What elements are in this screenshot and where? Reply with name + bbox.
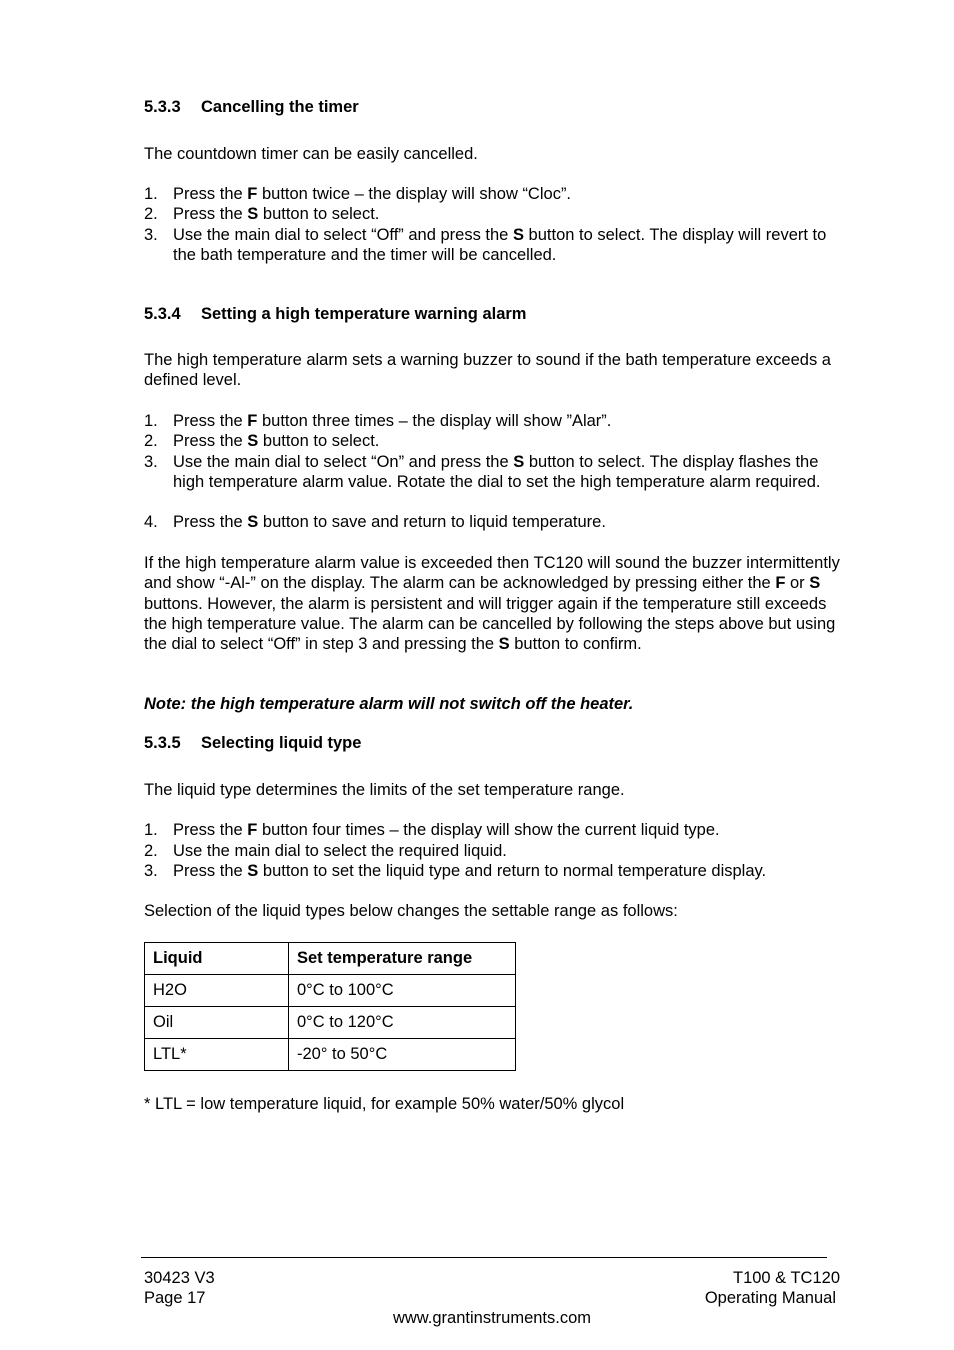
list-text: Press the F button three times – the display will show ”Alar”. bbox=[173, 412, 612, 430]
paragraph: The high temperature alarm sets a warning buzzer to sound if the bath temperature exceeds a defined level. bbox=[144, 351, 831, 390]
section-number: 5.3.4 bbox=[144, 305, 181, 323]
section-number: 5.3.5 bbox=[144, 734, 181, 752]
table-header-cell: Liquid bbox=[145, 943, 289, 975]
list-number: 3. bbox=[144, 226, 158, 244]
list-text: Press the S button to set the liquid type and return to normal temperature display. bbox=[173, 862, 767, 880]
paragraph: If the high temperature alarm value is exceeded then TC120 will sound the buzzer intermittently and show “-Al-” on the display. The alarm can be acknowledged by pressing either the F or S buttons. However, the alarm is persistent and will trigger again if the temperature still exceeds the high temperature value. The alarm can be cancelled by following the steps above but using the dial to select “Off” in step 3 and pressing the S button to confirm. bbox=[144, 554, 840, 654]
note: Note: the high temperature alarm will not switch off the heater. bbox=[144, 695, 634, 713]
list-text: Press the F button four times – the display will show the current liquid type. bbox=[173, 821, 720, 839]
list-text: Use the main dial to select “On” and press the S button to select. The display flashes the high temperature alarm value. Rotate the dial to set the high temperature alarm required. bbox=[173, 453, 821, 492]
table-cell: H2O bbox=[145, 975, 289, 1007]
liquid-range-table bbox=[144, 942, 516, 1071]
list-number: 1. bbox=[144, 185, 158, 203]
section-title: Setting a high temperature warning alarm bbox=[201, 305, 527, 323]
list-number: 1. bbox=[144, 412, 158, 430]
table-cell: Oil bbox=[145, 1007, 289, 1039]
section-title: Cancelling the timer bbox=[201, 98, 359, 116]
footer-doc-code: 30423 V3 bbox=[144, 1269, 215, 1287]
list-number: 4. bbox=[144, 513, 158, 531]
footer-page-number: Page 17 bbox=[144, 1289, 206, 1307]
table-cell: LTL* bbox=[145, 1039, 289, 1071]
section-heading-5-3-5 bbox=[144, 734, 361, 753]
table-cell: 0°C to 100°C bbox=[289, 975, 516, 1007]
list-text: Press the F button twice – the display will show “Cloc”. bbox=[173, 185, 572, 203]
list-number: 3. bbox=[144, 862, 158, 880]
section-heading-5-3-4 bbox=[144, 305, 526, 324]
section-heading-5-3-3 bbox=[144, 98, 359, 117]
list-number: 3. bbox=[144, 453, 158, 471]
footer-divider bbox=[141, 1257, 827, 1258]
list-text: Use the main dial to select “Off” and press the S button to select. The display will revert to the bath temperature and the timer will be cancelled. bbox=[173, 226, 827, 265]
table-row bbox=[145, 1007, 516, 1039]
table-row bbox=[145, 1039, 516, 1071]
footnote: * LTL = low temperature liquid, for example 50% water/50% glycol bbox=[144, 1095, 625, 1113]
table-header-row bbox=[145, 943, 516, 975]
list-text: Press the S button to select. bbox=[173, 432, 380, 450]
footer-manual: Operating Manual bbox=[704, 1289, 836, 1307]
footer-website: www.grantinstruments.com bbox=[392, 1309, 592, 1327]
table-cell: 0°C to 120°C bbox=[289, 1007, 516, 1039]
list-text: Use the main dial to select the required liquid. bbox=[173, 842, 507, 860]
section-number: 5.3.3 bbox=[144, 98, 181, 116]
footer-product: T100 & TC120 bbox=[732, 1269, 840, 1287]
list-number: 2. bbox=[144, 205, 158, 223]
list-number: 2. bbox=[144, 842, 158, 860]
list-text: Press the S button to select. bbox=[173, 205, 380, 223]
table-cell: -20° to 50°C bbox=[289, 1039, 516, 1071]
section-title: Selecting liquid type bbox=[201, 734, 362, 752]
paragraph: The liquid type determines the limits of the set temperature range. bbox=[144, 781, 625, 799]
table-row bbox=[145, 975, 516, 1007]
list-number: 1. bbox=[144, 821, 158, 839]
list-number: 2. bbox=[144, 432, 158, 450]
paragraph: The countdown timer can be easily cancelled. bbox=[144, 145, 478, 163]
paragraph: Selection of the liquid types below changes the settable range as follows: bbox=[144, 902, 678, 920]
table-header-cell: Set temperature range bbox=[289, 943, 516, 975]
list-text: Press the S button to save and return to liquid temperature. bbox=[173, 513, 606, 531]
